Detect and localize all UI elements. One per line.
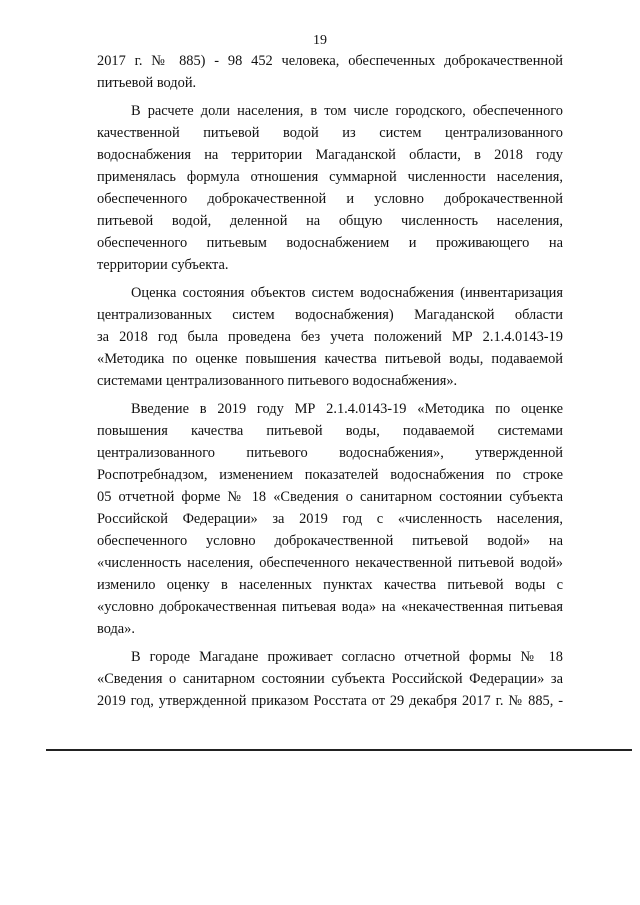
- text-line: обеспеченного доброкачественной и условно доброкачественной: [97, 191, 563, 207]
- text-line: централизованного питьевого водоснабжения», утвержденной: [97, 445, 563, 461]
- text-line: «Методика по оценке повышения качества питьевой воды, подаваемой: [97, 351, 563, 367]
- text-line: территории субъекта.: [97, 257, 229, 273]
- text-line: системами централизованного питьевого водоснабжения».: [97, 373, 458, 389]
- footer-divider: [46, 749, 632, 751]
- paragraph-3: [97, 282, 563, 392]
- paragraph-2: [97, 100, 563, 276]
- text-line: 2017 г. № 885) - 98 452 человека, обеспеченных доброкачественной: [97, 53, 563, 69]
- text-line: изменило оценку в населенных пунктах качества питьевой воды с: [97, 577, 563, 593]
- text-line: Роспотребнадзом, изменением показателей водоснабжения по строке: [97, 467, 563, 483]
- paragraph-4: [97, 398, 563, 640]
- body-text: [97, 50, 563, 718]
- text-line: Российской Федерации» за 2019 год с «численность населения,: [97, 511, 563, 527]
- text-line: питьевой водой.: [97, 75, 197, 91]
- text-line: вода».: [97, 621, 135, 637]
- page-number: 19: [313, 33, 327, 48]
- text-line: обеспеченного питьевым водоснабжением и проживающего на: [97, 235, 563, 251]
- text-line: «численность населения, обеспеченного некачественной питьевой водой»: [97, 555, 563, 571]
- paragraph-1: [97, 50, 563, 94]
- text-line: В расчете доли населения, в том числе городского, обеспеченного: [131, 103, 563, 119]
- text-line: обеспеченного условно доброкачественной питьевой водой» на: [97, 533, 563, 549]
- text-line: В городе Магадане проживает согласно отчетной формы № 18: [131, 649, 563, 665]
- text-line: Оценка состояния объектов систем водоснабжения (инвентаризация: [131, 285, 563, 301]
- text-line: «условно доброкачественная питьевая вода» на «некачественная питьевая: [97, 599, 563, 615]
- text-line: водоснабжения на территории Магаданской области, в 2018 году: [97, 147, 563, 163]
- text-line: 05 отчетной форме № 18 «Сведения о санитарном состоянии субъекта: [97, 489, 563, 505]
- text-line: повышения качества питьевой воды, подаваемой системами: [97, 423, 563, 439]
- text-line: качественной питьевой водой из систем централизованного: [97, 125, 563, 141]
- text-line: «Сведения о санитарном состоянии субъекта Российской Федерации» за: [97, 671, 563, 687]
- text-line: 2019 год, утвержденной приказом Росстата от 29 декабря 2017 г. № 885, -: [97, 693, 563, 709]
- text-line: Введение в 2019 году МР 2.1.4.0143-19 «Методика по оценке: [131, 401, 563, 417]
- paragraph-5: [97, 646, 563, 712]
- text-line: применялась формула отношения суммарной численности населения,: [97, 169, 563, 185]
- text-line: за 2018 год была проведена без учета положений МР 2.1.4.0143-19: [97, 329, 563, 345]
- text-line: централизованных систем водоснабжения) Магаданской области: [97, 307, 563, 323]
- text-line: питьевой водой, деленной на общую численность населения,: [97, 213, 563, 229]
